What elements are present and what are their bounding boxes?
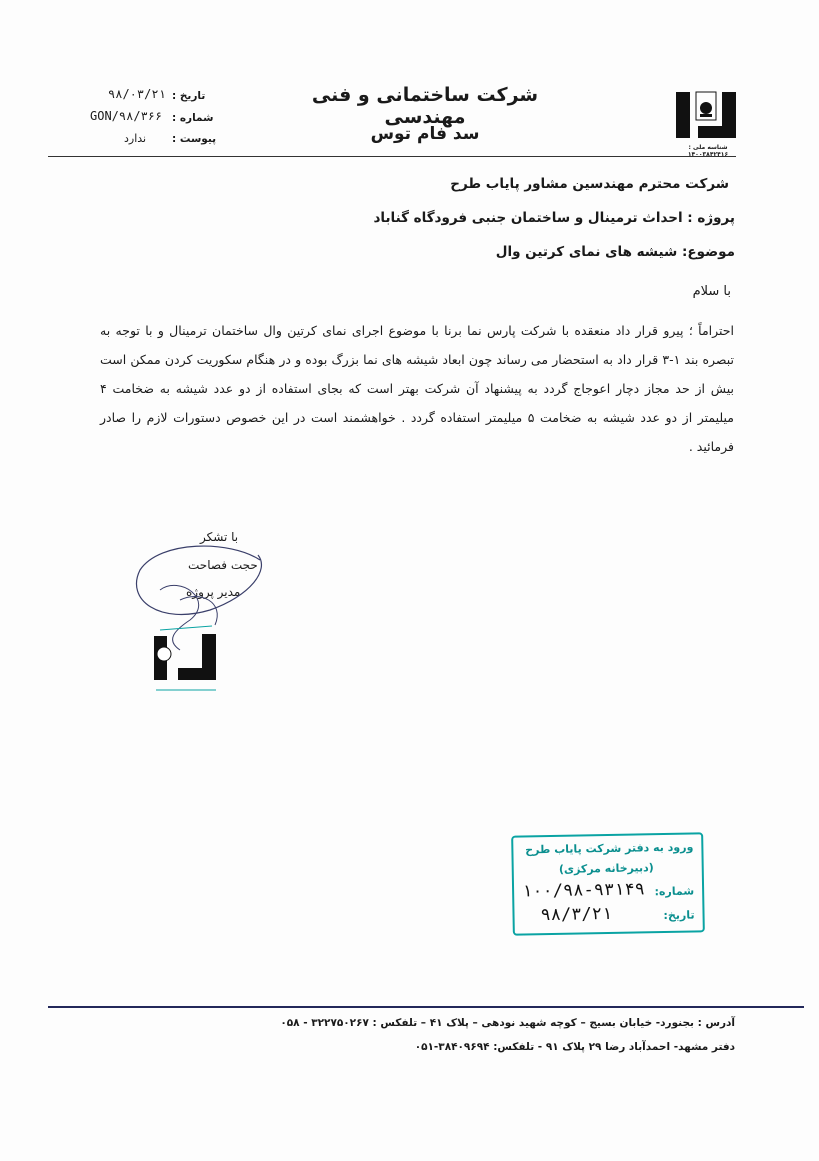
company-subtitle: سد فام توس [370, 124, 480, 144]
footer-divider [48, 1006, 804, 1008]
footer-office: دفتر مشهد- احمدآباد رضا ۲۹ پلاک ۹۱ - تلفکس: ۳۸۴۰۹۶۹۴-۰۵۱ [414, 1041, 735, 1053]
number-label: شماره : [172, 112, 214, 124]
project-line: پروژه : احداث ترمینال و ساختمان جنبی فرودگاه گناباد [373, 210, 735, 226]
number-value: GON/۹۸/۳۶۶ [90, 109, 163, 123]
signature-name: حجت فصاحت [188, 558, 258, 572]
stamp-date-label: تاریخ: [663, 908, 695, 923]
subject-line: موضوع: شیشه های نمای کرتین وال [495, 244, 735, 260]
greeting: با سلام [692, 284, 731, 299]
stamp-number-label: شماره: [654, 884, 695, 899]
logo-caption: شناسه ملی : ۱۴۰۰۳۸۴۲۴۱۶ [687, 144, 729, 158]
attachment-value: ندارد [124, 132, 147, 145]
company-seal [150, 618, 222, 702]
letter-body: احتراماً ؛ پیرو قرار داد منعقده با شرکت پارس نما برنا با موضوع اجرای نمای کرتین وال ساختمان ترمینال و با توجه به تبصره بند ۱-۳ قرار داد به استحضار می رساند چون ابعاد شیشه های نما بزرگ بوده و در هنگام سکوریت کردن ممکن است بیش از حد مجاز دچار اعوجاج گردد به پیشنهاد آن شرکت بهتر است که بجای استفاده از دو عدد شیشه به ضخامت ۴ میلیمتر از دو عدد شیشه به ضخامت ۵ میلیمتر استفاده گردد . خواهشمند است در این خصوص دستورات لازم را صادر فرمائید . [100, 323, 735, 454]
signature-thanks: با تشکر [200, 530, 239, 544]
stamp-line1: ورود به دفتر شرکت پایاب طرح [525, 840, 694, 857]
stamp-line2: (دبیرخانه مرکزی) [558, 861, 654, 876]
date-value: ۹۸/۰۳/۲۱ [108, 87, 166, 101]
signature-title: مدیر پروژه [186, 585, 241, 599]
company-name: شرکت ساختمانی و فنی مهندسی [311, 84, 539, 128]
stamp-number-value: ۱۰۰/۹۸-۹۳۱۴۹ [521, 879, 646, 902]
seal-logo-icon [150, 618, 222, 702]
attachment-label: پیوست : [172, 133, 217, 145]
date-label: تاریخ : [172, 90, 206, 102]
recipient: شرکت محترم مهندسین مشاور پایاب طرح [450, 176, 729, 192]
footer-address: آدرس : بجنورد- خیابان بسیج – کوچه شهید نودهی – پلاک ۴۱ – تلفکس : ۳۲۲۷۵۰۲۶۷ - ۰۵۸ [280, 1017, 735, 1029]
received-stamp [511, 832, 705, 935]
stamp-date-value: ۹۸/۳/۲۱ [540, 903, 613, 926]
header-divider [48, 156, 736, 157]
